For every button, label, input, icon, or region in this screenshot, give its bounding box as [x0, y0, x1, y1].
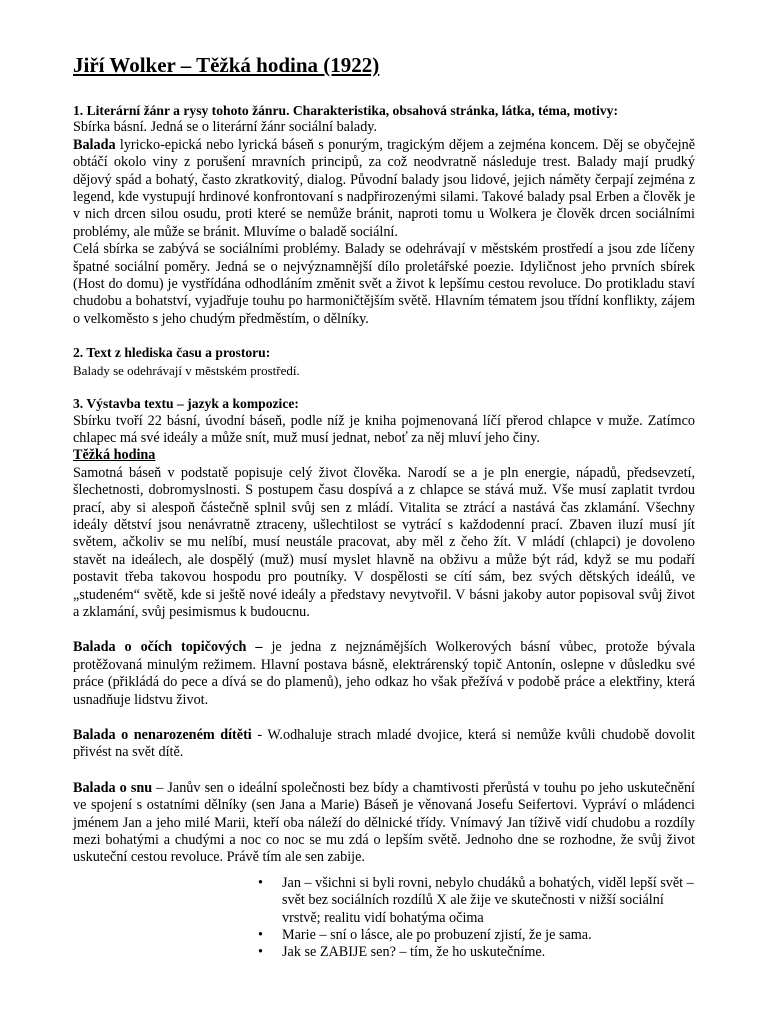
balada-o-snu-paragraph	[73, 780, 695, 867]
document-title: Jiří Wolker – Těžká hodina (1922)	[73, 53, 380, 77]
balada-o-snu-text: – Janův sen o ideální společnosti bez bídy a chamtivosti přerůstá v touhu po jeho uskutečnění ve spojení s ostatními dělníky (sen Jana a Marie) Báseň je věnovaná Josefu Seifertovi. Vypráví o mládenci jménem Jan a jeho milé Marii, kteří oba náleží do dělnické třídy. Vnímavý Jan tíživě vidí chudobu a rozdíly mezi bohatými a chudými a noc co noc se mu zdá o lepším světě. Jednoho dne se rozhodne, že svůj život uskuteční cestou revoluce. Právě tím ale sen zabije.	[73, 779, 695, 866]
list-item	[258, 944, 702, 961]
bullet-icon: •	[258, 944, 263, 961]
section-time-space	[73, 344, 695, 379]
balada-o-ocich-paragraph	[73, 639, 695, 709]
section-3-intro: Sbírku tvoří 22 básní, úvodní báseň, podle níž je kniha pojmenovaná líčí přerod chlapce v muže. Zatímco chlapec má své ideály a může snít, muž musí jednat, neboť za něj mluví jeho činy.	[73, 412, 695, 446]
balada-text: lyricko-epická nebo lyrická báseň s ponurým, tragickým dějem a zejména koncem. Děj se obyčejně obtáčí okolo viny z porušení mravních principů, za což neodvratně následuje trest. Balady mají prudký dějový spád a bohatý, často zkratkovitý, dialog. Původní balady jsou lidové, jejich náměty čerpají zejména z legend, kde vystupují hrdinové konfrontovaní s nadpřirozenými silami. Takové balady psal Erben a člověk je v nich drcen silou osudu, proti které se nemůže bránit, naproti tomu u Wolkera je člověk drcen sociálními problémy, ale může se bránit. Mluvíme o baladě sociální.	[73, 136, 695, 240]
document-page	[73, 52, 695, 962]
section-literary-genre	[73, 102, 695, 328]
balada-o-nenarozenem-term: Balada o nenarozeném dítěti	[73, 727, 252, 743]
section-1-heading: 1. Literární žánr a rysy tohoto žánru. Charakteristika, obsahová stránka, látka, téma, motivy:	[73, 103, 618, 118]
section-2-text: Balady se odehrávají v městském prostředí.	[73, 362, 300, 378]
balada-o-ocich-text: je jedna z nejznámějších Wolkerových básní vůbec, protože bývala protěžovaná minulým režimem. Hlavní postava básně, elektrárenský topič Antonín, oslepne v důsledku své práce (přikládá do pece a dívá se do plamenů), jeho odkaz ho však přežívá v podobě práce a elektřiny, která usnadňuje lidstvu život.	[73, 639, 695, 708]
bullet-icon: •	[258, 927, 263, 944]
tezka-hodina-heading: Těžká hodina	[73, 447, 156, 464]
list-item-text: Jan – všichni si byli rovni, nebylo chudáků a bohatých, viděl lepší svět – svět bez sociálních rozdílů X ale žije ve skutečnosti v nižší sociální vrstvě; realitu vidí bohatýma očima	[282, 874, 694, 926]
section-2-heading: 2. Text z hlediska času a prostoru:	[73, 345, 271, 361]
balada-o-nenarozenem-text: - W.odhaluje strach mladé dvojice, která si nemůže kvůli chudobě dovolit přivést na svět dítě.	[73, 727, 695, 761]
list-item	[258, 927, 702, 944]
section-1-paragraph-2: Celá sbírka se zabývá se sociálními problémy. Balady se odehrávají v městském prostředí a jsou zde líčeny špatné sociální poměry. Jedná se o nejvýznamnější dílo proletářské poezie. Idyličnost jeho prvních sbírek (Host do domu) je vystřídána odhodláním změnit svět a život k lepšímu cestou revoluce. Do protikladu staví chudobu a bohatství, vyjadřuje touhu po harmoničtějším světě. Hlavním tématem jsou třídní konflikty, zájem o velkoměsto s jeho chudým předměstím, o dělníky.	[73, 241, 695, 327]
balada-o-snu-term: Balada o snu	[73, 779, 153, 796]
balada-o-nenarozenem-paragraph	[73, 727, 695, 762]
section-1-intro: Sbírka básní. Jedná se o literární žánr sociální balady.	[73, 119, 378, 136]
bullet-icon: •	[258, 874, 263, 891]
tezka-hodina-text: Samotná báseň v podstatě popisuje celý život člověka. Narodí se a je pln energie, nápadů, předsevzetí, šlechetnosti, dobromyslnosti. S postupem času dospívá a z chlapce se stává muž. Vše musí zaplatit tvrdou prací, aby si alespoň částečně splnil svůj sen z mládí. Vitalita se ztrácí a nastává čas zklamání. Všechny ideály dětství jsou nenávratně ztraceny, ušlechtilost se vytrácí s každodenní prací. Zbaven iluzí musí jít světem, ačkoliv se mu nelíbí, musí neustále pracovat, aby měl z čeho žít. V mládí (chlapci) je dovoleno stavět na ideálech, ale dospělý (muž) musí myslet hlavně na obživu a může být rád, když se mu podaří postavit třeba takovou hospodu pro poutníky. V dospělosti se cítí sám, bez svých dětských ideálů, ve „studeném“ světě, kde si ještě nové ideály a představy nevytvořil. V básni jakoby autor popisoval svůj život a zklamání, svůj pesimismus k budoucnu.	[73, 464, 695, 620]
section-3-heading: 3. Výstavba textu – jazyk a kompozice:	[73, 396, 299, 412]
list-item-text: Marie – sní o lásce, ale po probuzení zjistí, že je sama.	[282, 927, 592, 944]
balada-o-ocich-term: Balada o očích topičových –	[73, 639, 263, 656]
section-structure	[73, 395, 695, 962]
list-item-text: Jak se ZABIJE sen? – tím, že ho uskutečníme.	[282, 944, 546, 961]
balada-definition	[73, 137, 695, 241]
balada-term: Balada	[73, 136, 116, 153]
bullet-list	[73, 875, 695, 962]
list-item	[258, 875, 702, 927]
